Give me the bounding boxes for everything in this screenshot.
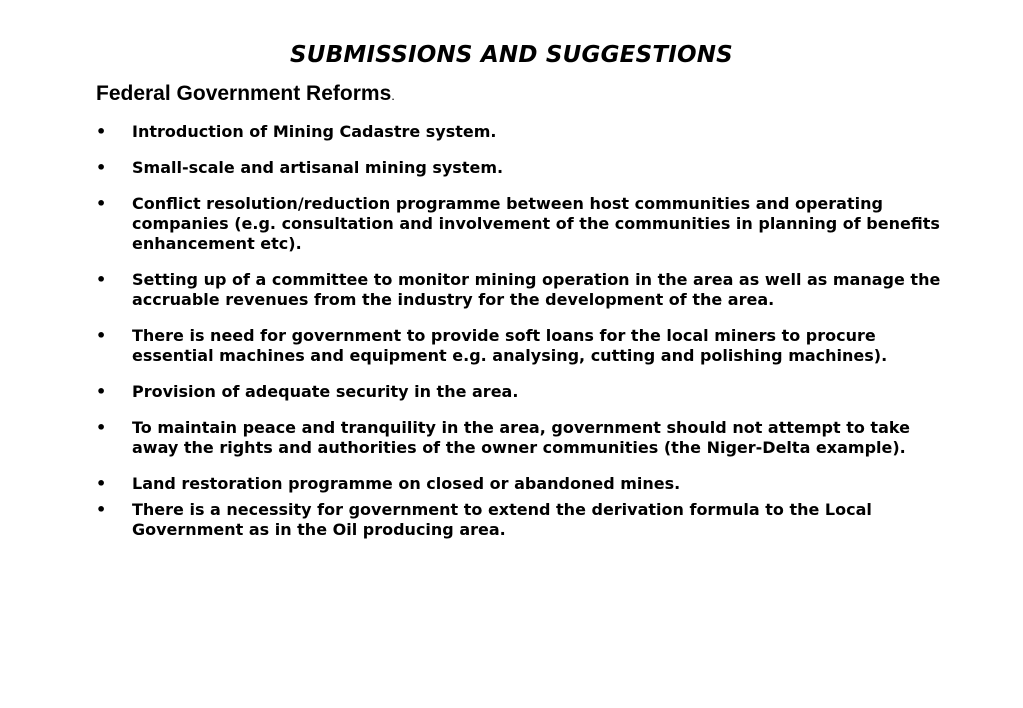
bullet-icon: •: [96, 500, 107, 519]
list-item-text: There is a necessity for government to extend the derivation formula to the Local Government as in the Oil producing area.: [132, 500, 872, 539]
bullet-icon: •: [96, 382, 107, 401]
list-item-text: Provision of adequate security in the area.: [132, 382, 519, 401]
list-item: [96, 418, 956, 458]
list-item: [96, 500, 956, 540]
section-heading-period: .: [391, 88, 395, 103]
list-item: [96, 382, 956, 402]
bullet-icon: •: [96, 194, 107, 213]
list-item: [96, 122, 956, 142]
bullet-icon: •: [96, 270, 107, 289]
list-item: [96, 158, 956, 178]
slide-title: SUBMISSIONS AND SUGGESTIONS: [290, 42, 733, 68]
list-item-text: Conflict resolution/reduction programme between host communities and operating companies (e.g. consultation and involvement of the communities in planning of benefits enhancement etc).: [132, 194, 940, 253]
bullet-icon: •: [96, 158, 107, 177]
reform-list: [96, 122, 956, 556]
list-item: [96, 194, 956, 254]
list-item: [96, 474, 956, 494]
list-item: [96, 326, 956, 366]
list-item: [96, 270, 956, 310]
bullet-icon: •: [96, 326, 107, 345]
list-item-text: Land restoration programme on closed or abandoned mines.: [132, 474, 681, 493]
list-item-text: Introduction of Mining Cadastre system.: [132, 122, 497, 141]
list-item-text: Setting up of a committee to monitor mining operation in the area as well as manage the accruable revenues from the industry for the development of the area.: [132, 270, 941, 309]
list-item-text: To maintain peace and tranquility in the area, government should not attempt to take away the rights and authorities of the owner communities (the Niger-Delta example).: [132, 418, 910, 457]
bullet-icon: •: [96, 474, 107, 493]
bullet-icon: •: [96, 418, 107, 437]
section-heading-text: Federal Government Reforms: [96, 82, 392, 105]
bullet-icon: •: [96, 122, 107, 141]
list-item-text: Small-scale and artisanal mining system.: [132, 158, 504, 177]
section-heading: [96, 80, 395, 110]
list-item-text: There is need for government to provide soft loans for the local miners to procure essential machines and equipment e.g. analysing, cutting and polishing machines).: [132, 326, 888, 365]
